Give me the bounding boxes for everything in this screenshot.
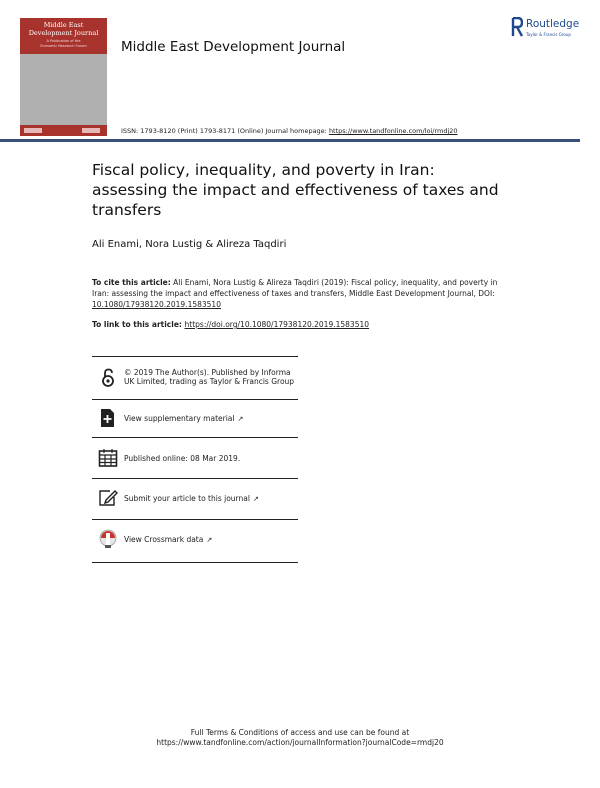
article-link-label: To link to this article: xyxy=(92,320,185,329)
issn-line xyxy=(121,127,458,135)
external-link-icon: ↗ xyxy=(206,536,213,544)
cover-logo-mark xyxy=(82,128,100,133)
panel-divider xyxy=(92,519,298,520)
journal-name: Middle East Development Journal xyxy=(121,39,346,55)
crossmark-row[interactable] xyxy=(92,529,298,563)
publisher-logo-text: Routledge xyxy=(526,18,580,30)
header-divider xyxy=(0,139,580,142)
external-link-icon: ↗ xyxy=(252,495,259,503)
supplementary-link[interactable] xyxy=(124,414,298,424)
issn-text: ISSN: 1793-8120 (Print) 1793-8171 (Online) Journal homepage: xyxy=(121,127,329,135)
terms-text: Full Terms & Conditions of access and use can be found at xyxy=(190,728,410,737)
crossmark-label: View Crossmark data xyxy=(124,535,204,544)
panel-divider xyxy=(92,437,298,438)
panel-divider xyxy=(92,356,298,357)
published-row xyxy=(92,448,298,482)
publisher-logo-subtext: Taylor & Francis Group xyxy=(526,32,571,37)
article-doi-url[interactable]: https://doi.org/10.1080/17938120.2019.1583510 xyxy=(184,320,370,329)
journal-homepage-link[interactable]: https://www.tandfonline.com/loi/rmdj20 xyxy=(328,127,458,135)
document-plus-icon xyxy=(98,408,118,428)
terms-url[interactable]: https://www.tandfonline.com/action/journalInformation?journalCode=rmdj20 xyxy=(156,738,444,747)
panel-divider xyxy=(92,562,298,563)
panel-divider xyxy=(92,399,298,400)
journal-cover-thumbnail xyxy=(20,18,107,136)
submit-article-link[interactable] xyxy=(124,494,298,504)
edit-icon xyxy=(98,488,118,508)
panel-divider xyxy=(92,478,298,479)
publisher-logo xyxy=(511,17,591,43)
crossmark-link[interactable] xyxy=(124,535,298,545)
license-text: © 2019 The Author(s). Published by Informa UK Limited, trading as Taylor & Francis Group xyxy=(124,368,295,386)
article-link-block xyxy=(92,320,369,329)
calendar-icon xyxy=(98,448,118,468)
citation-block xyxy=(92,277,512,310)
cover-subtitle: A Publication of the Economic Research Forum xyxy=(40,39,87,48)
license-row xyxy=(92,368,298,402)
cover-logo-mark xyxy=(24,128,42,133)
routledge-logo-icon xyxy=(511,17,523,37)
submit-label: Submit your article to this journal xyxy=(124,494,250,503)
supplementary-label: View supplementary material xyxy=(124,414,235,423)
citation-doi-link[interactable]: 10.1080/17938120.2019.1583510 xyxy=(92,300,221,309)
open-access-icon xyxy=(98,368,118,388)
external-link-icon: ↗ xyxy=(237,415,244,423)
cover-title: Middle East Development Journal xyxy=(28,21,99,37)
citation-label: To cite this article: xyxy=(92,278,171,287)
article-title: Fiscal policy, inequality, and poverty in Iran: assessing the impact and effectiveness of taxes and transfers xyxy=(92,161,499,219)
published-date: Published online: 08 Mar 2019. xyxy=(124,454,241,463)
citation-text: Ali Enami, Nora Lustig & Alireza Taqdiri (2019): Fiscal policy, inequality, and poverty in Iran: assessing the impact and effectiveness of taxes and transfers, Middle East Development Journal, DOI: xyxy=(92,278,498,298)
submit-row[interactable] xyxy=(92,488,298,522)
page-footer xyxy=(0,728,600,748)
article-authors: Ali Enami, Nora Lustig & Alireza Taqdiri xyxy=(92,239,287,250)
crossmark-icon xyxy=(98,529,118,549)
cover-header-band xyxy=(20,18,107,54)
